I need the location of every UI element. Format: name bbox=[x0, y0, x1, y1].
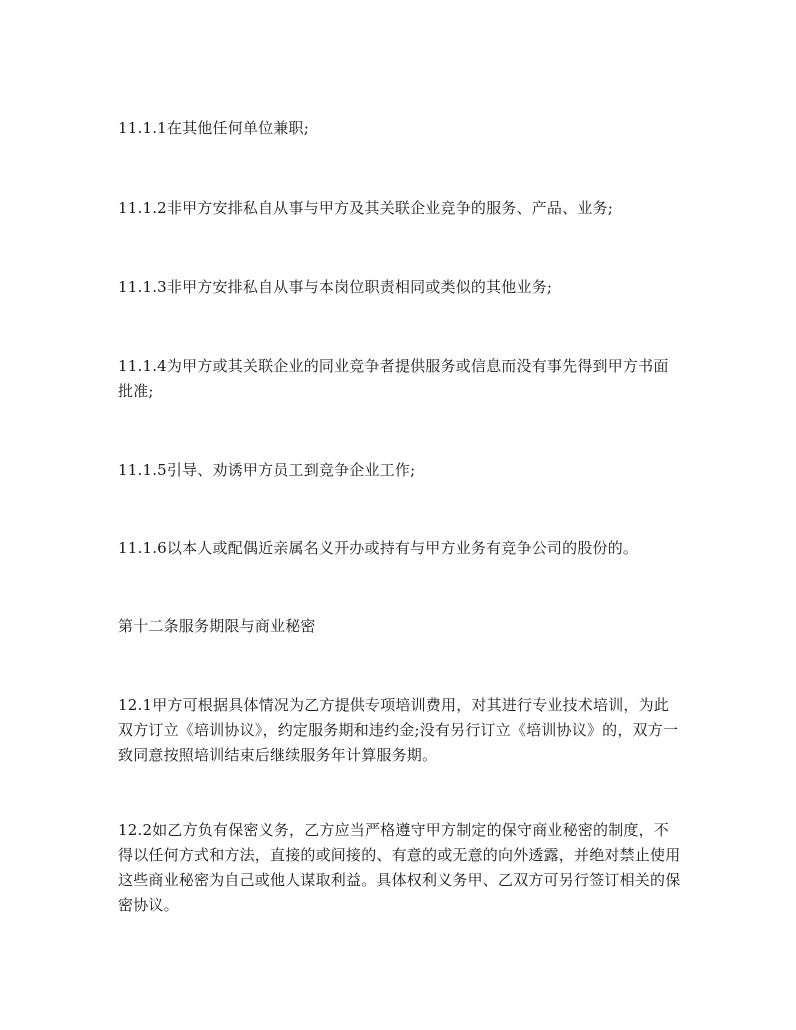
clause-12-1: 12.1甲方可根据具体情况为乙方提供专项培训费用，对其进行专业技术培训，为此双方订立《培训协议》，约定服务期和违约金;没有另行订立《培训协议》的，双方一致同意按照培训结束后继续服务年计算服务期。 bbox=[118, 696, 679, 764]
clause-11-1-6: 11.1.6以本人或配偶近亲属名义开办或持有与甲方业务有竞争公司的股份的。 bbox=[118, 539, 639, 557]
clause-11-1-2: 11.1.2非甲方安排私自从事与甲方及其关联企业竞争的服务、产品、业务; bbox=[118, 199, 613, 217]
clause-11-1-1: 11.1.1在其他任何单位兼职; bbox=[118, 119, 309, 137]
clause-11-1-4: 11.1.4为甲方或其关联企业的同业竞争者提供服务或信息而没有事先得到甲方书面批准; bbox=[118, 357, 669, 400]
article-12-heading: 第十二条服务期限与商业秘密 bbox=[118, 617, 316, 635]
clause-12-2: 12.2如乙方负有保密义务，乙方应当严格遵守甲方制定的保守商业秘密的制度，不得以任何方式和方法，直接的或间接的、有意的或无意的向外透露，并绝对禁止使用这些商业秘密为自己或他人谋取利益。具体权利义务甲、乙双方可另行签订相关的保密协议。 bbox=[118, 821, 681, 914]
clause-11-1-5: 11.1.5引导、劝诱甲方员工到竞争企业工作; bbox=[118, 461, 416, 479]
clause-11-1-3: 11.1.3非甲方安排私自从事与本岗位职责相同或类似的其他业务; bbox=[118, 278, 553, 296]
